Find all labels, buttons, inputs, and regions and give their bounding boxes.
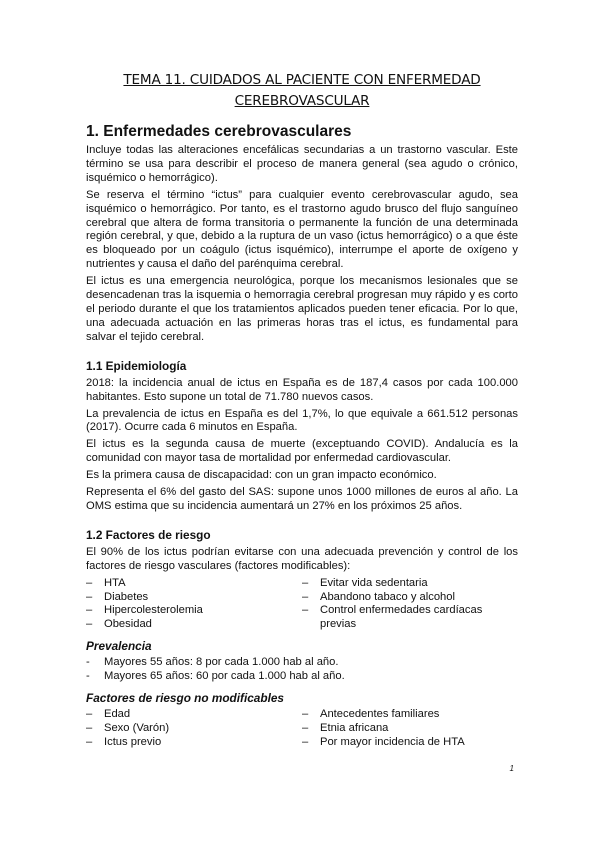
- paragraph: El ictus es una emergencia neurológica, porque los mecanismos lesionales que se desencadenan tras la isquemia o hemorragia cerebral progresan muy rápido y es corto el periodo durante el que los tratamientos aplicados pueden tener eficacia. Por lo que, una adecuada actuación en las primeras horas tras el ictus, es fundamental para salvar el tejido cerebral.: [86, 275, 518, 343]
- prevalence-list: [86, 656, 518, 684]
- page-title: TEMA 11. CUIDADOS AL PACIENTE CON ENFERMEDAD CEREBROVASCULAR: [123, 72, 481, 109]
- paragraph: La prevalencia de ictus en España es del 1,7%, lo que equivale a 661.512 personas (2017). Ocurre cada 6 minutos en España.: [86, 407, 518, 434]
- page-number: 1: [509, 764, 514, 773]
- paragraph: Es la primera causa de discapacidad: con un gran impacto económico.: [86, 469, 437, 482]
- list-item: - Mayores 55 años: 8 por cada 1.000 hab al año.: [86, 656, 339, 669]
- modifiable-factors-left: [86, 577, 302, 633]
- paragraph: El 90% de los ictus podrían evitarse con una adecuada prevención y control de los factores de riesgo vasculares (factores modificables):: [86, 545, 518, 572]
- list-item: – Etnia africana: [302, 722, 389, 734]
- paragraph: Se reserva el término “ictus” para cualquier evento cerebrovascular agudo, sea isquémico o hemorrágico. Por tanto, es el trastorno agudo brusco del flujo sanguíneo cerebral que altera de forma transitoria o permanente la función de una determinada región cerebral, y que, debido a la ruptura de un vaso (ictus hemorrágico) o a que éste es bloqueado por un coágulo (ictus isquémico), interrumpe el aporte de oxígeno y nutrientes y causa el daño del parénquima cerebral.: [86, 188, 518, 271]
- list-item: – Abandono tabaco y alcohol: [302, 590, 455, 603]
- list-item: – Por mayor incidencia de HTA: [302, 735, 465, 748]
- section-heading-1-1: 1.1 Epidemiología: [86, 358, 187, 373]
- list-item: – Ictus previo: [86, 735, 162, 748]
- list-item: – Obesidad: [86, 618, 152, 631]
- paragraph: Incluye todas las alteraciones encefálicas secundarias a un trastorno vascular. Este término se usa para describir el proceso de manera general (sea agudo o crónico, isquémico o hemorrágico).: [86, 144, 518, 184]
- non-modifiable-factors-list: [86, 708, 518, 750]
- section-heading-1-2: 1.2 Factores de riesgo: [86, 527, 211, 542]
- paragraph: Representa el 6% del gasto del SAS: supone unos 1000 millones de euros al año. La OMS estima que su incidencia aumentará un 27% en los próximos 25 años.: [86, 486, 518, 512]
- list-item: - Mayores 65 años: 60 por cada 1.000 hab al año.: [86, 670, 345, 683]
- non-modifiable-right: [302, 708, 518, 750]
- list-item: – Diabetes: [86, 590, 149, 603]
- modifiable-factors-list: [86, 577, 518, 633]
- list-item: – Evitar vida sedentaria: [302, 576, 428, 589]
- document-page: [86, 70, 518, 750]
- paragraph: 2018: la incidencia anual de ictus en España es de 187,4 casos por cada 100.000 habitantes. Esto supone un total de 71.780 nuevos casos.: [86, 376, 518, 403]
- section-heading-1: 1. Enfermedades cerebrovasculares: [86, 123, 352, 140]
- non-modifiable-left: [86, 708, 302, 750]
- list-item: – Hipercolesterolemia: [86, 604, 203, 617]
- list-item: – Edad: [86, 708, 131, 721]
- list-item: – Sexo (Varón): [86, 722, 170, 734]
- prevalence-heading: Prevalencia: [86, 639, 152, 654]
- non-modifiable-heading: Factores de riesgo no modificables: [86, 691, 284, 706]
- paragraph: El ictus es la segunda causa de muerte (exceptuando COVID). Andalucía es la comunidad con mayor tasa de mortalidad por enfermedad cardiovascular.: [86, 438, 518, 465]
- list-item: – HTA: [86, 576, 126, 589]
- list-item: – Antecedentes familiares: [302, 708, 440, 721]
- list-item: – Control enfermedades cardíacas previas: [302, 604, 483, 631]
- modifiable-factors-right: [302, 577, 518, 633]
